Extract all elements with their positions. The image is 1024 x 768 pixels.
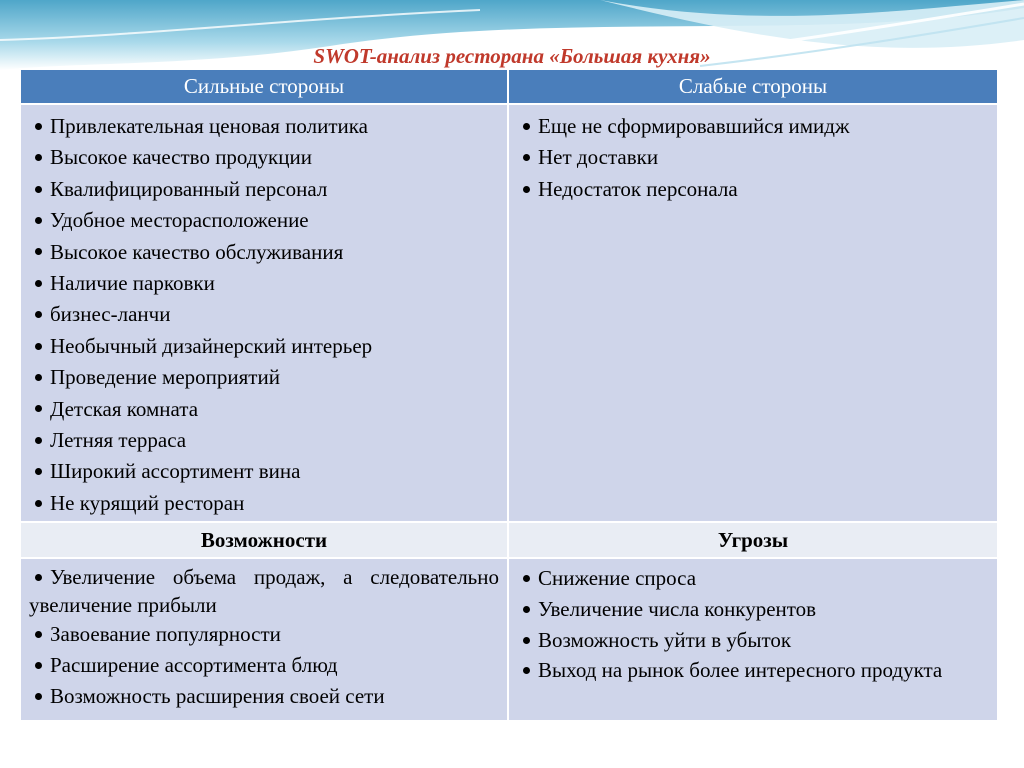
list-item: Детская комната [29,394,499,425]
swot-table [19,68,999,722]
weaknesses-list [517,111,989,205]
list-item: Не курящий ресторан [29,488,499,519]
strengths-header: Сильные стороны [21,70,507,103]
threats-list [517,563,989,684]
opportunities-list [29,563,499,712]
bullet-icon [35,154,42,161]
bullet-icon [35,186,42,193]
threats-cell [509,559,997,720]
bullet-icon [35,248,42,255]
list-item: Квалифицированный персонал [29,174,499,205]
bullet-icon [35,662,42,669]
list-item: Расширение ассортимента блюд [29,650,499,681]
list-item: Удобное месторасположение [29,205,499,236]
bullet-icon [35,693,42,700]
strengths-list [29,111,499,519]
bullet-icon [523,637,530,644]
content-row-bottom [21,559,997,720]
bullet-icon [35,437,42,444]
list-item: Высокое качество продукции [29,142,499,173]
header-row-bottom [21,523,997,557]
bullet-icon [35,217,42,224]
weaknesses-cell [509,105,997,521]
bullet-icon [35,280,42,287]
list-item: Завоевание популярности [29,619,499,650]
bullet-icon [523,575,530,582]
bullet-icon [523,667,530,674]
bullet-icon [523,606,530,613]
threats-header: Угрозы [509,523,997,557]
bullet-icon [35,500,42,507]
bullet-icon [523,123,530,130]
list-item: Недостаток персонала [517,174,989,205]
list-item: Летняя терраса [29,425,499,456]
list-item: Увеличение объема продаж, а следовательно увеличение прибыли [29,565,499,618]
opportunities-header: Возможности [21,523,507,557]
page-title: SWOT-анализ ресторана «Большая кухня» [313,44,711,68]
list-item: Возможность расширения своей сети [29,681,499,712]
bullet-icon [35,468,42,475]
strengths-cell [21,105,507,521]
bullet-icon [35,374,42,381]
list-item: Возможность уйти в убыток [517,625,989,656]
bullet-icon [35,631,42,638]
bullet-icon [523,186,530,193]
list-item: Выход на рынок более интересного продукта [517,656,989,684]
list-item: Привлекательная ценовая политика [29,111,499,142]
weaknesses-header: Слабые стороны [509,70,997,103]
list-item: бизнес-ланчи [29,299,499,330]
bullet-icon [35,311,42,318]
opportunities-cell [21,559,507,720]
header-row-top [21,70,997,103]
bullet-icon [35,405,42,412]
bullet-icon [35,343,42,350]
bullet-icon [523,154,530,161]
list-item: Еще не сформировавшийся имидж [517,111,989,142]
list-item: Широкий ассортимент вина [29,456,499,487]
list-item: Нет доставки [517,142,989,173]
content-row-top [21,105,997,521]
list-item: Высокое качество обслуживания [29,237,499,268]
list-item: Наличие парковки [29,268,499,299]
list-item: Снижение спроса [517,563,989,594]
list-item: Проведение мероприятий [29,362,499,393]
bullet-icon [35,574,42,581]
list-item: Необычный дизайнерский интерьер [29,331,499,362]
list-item: Увеличение числа конкурентов [517,594,989,625]
bullet-icon [35,123,42,130]
